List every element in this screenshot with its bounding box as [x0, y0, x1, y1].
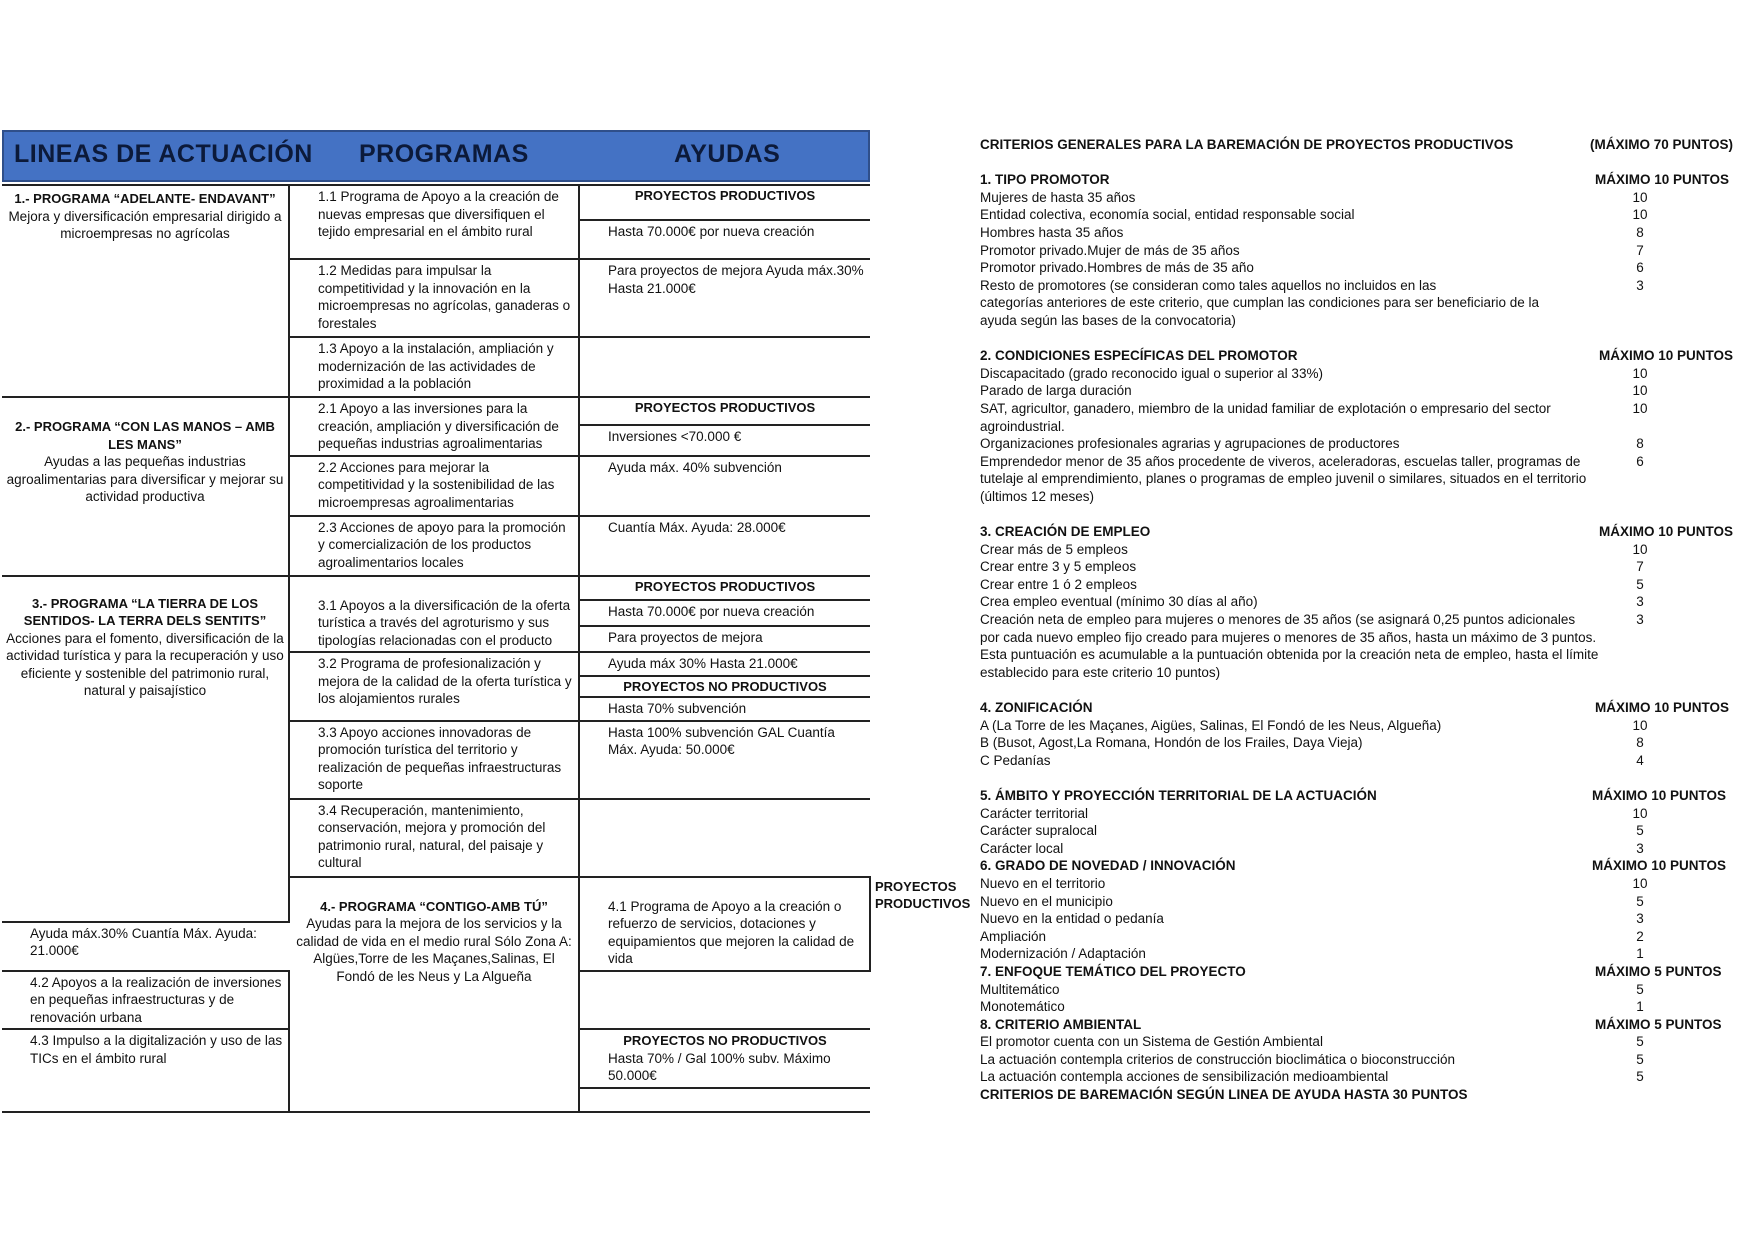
- ayuda-header: PROYECTOS PRODUCTIVOS: [579, 576, 870, 600]
- criterio-item-text: agroindustrial.: [980, 418, 1065, 434]
- criterio-item: [980, 312, 1730, 330]
- criterio-item-points: 3: [1636, 594, 1644, 610]
- ayuda-2-3: Cuantía Máx. Ayuda: 28.000€: [579, 516, 870, 576]
- ayuda-3-3: Hasta 100% subvención GAL Cuantía Máx. Ayuda: 50.000€: [579, 721, 870, 799]
- criterio-item: [980, 1068, 1730, 1086]
- criterio-item-text: Promotor privado.Hombres de más de 35 año: [980, 260, 1254, 276]
- criterio-item-text: Crea empleo eventual (mínimo 30 días al año): [980, 594, 1258, 610]
- programa-3-3: 3.3 Apoyo acciones innovadoras de promoción turística del territorio y realización de pequeñas infraestructuras soporte: [289, 721, 579, 799]
- criterio-section-header: [980, 347, 1734, 365]
- criterio-section-header: [980, 699, 1730, 717]
- criterio-item-text: Resto de promotores (se consideran como tales aquellos no incluidos en las: [980, 277, 1437, 293]
- criterio-item-points: 5: [1636, 1051, 1644, 1067]
- criterio-item-points: 3: [1636, 911, 1644, 927]
- criterio-item: [980, 382, 1730, 400]
- criterio-item-points: 5: [1636, 893, 1644, 909]
- criterio-item-points: 10: [1632, 207, 1648, 223]
- criterio-section-max: MÁXIMO 10 PUNTOS: [1595, 172, 1730, 188]
- criterio-item: [980, 470, 1730, 488]
- criterio-item: [980, 664, 1730, 682]
- criterio-item-text: Emprendedor menor de 35 años procedente de viveros, aceleradoras, escuelas taller, programas de: [980, 453, 1581, 469]
- linea-4: [289, 877, 579, 1112]
- criterio-section-header: [980, 963, 1730, 981]
- ayuda-empty: [579, 971, 870, 1030]
- linea-title: 2.- PROGRAMA “CON LAS MANOS – AMB LES MANS”: [15, 419, 275, 452]
- criterio-item: [980, 206, 1730, 224]
- programa-2-2: 2.2 Acciones para mejorar la competitividad y la sostenibilidad de las microempresas agroalimentarias: [289, 456, 579, 516]
- ayuda-empty: [579, 799, 870, 877]
- criterio-section-title: 7. ENFOQUE TEMÁTICO DEL PROYECTO: [980, 963, 1246, 979]
- criterio-item-points: 7: [1636, 242, 1644, 258]
- criterio-item-text: por cada nuevo empleo fijo creado para mujeres o menores de 35 años, hasta un máximo de 3 puntos.: [980, 629, 1597, 645]
- criterios-footer-row: [980, 1086, 1730, 1104]
- criterio-item-text: C Pedanías: [980, 752, 1051, 768]
- criterio-item: [980, 840, 1730, 858]
- criterio-item: [980, 576, 1730, 594]
- criterios-panel: [980, 136, 1734, 1104]
- programa-3-4: 3.4 Recuperación, mantenimiento, conservación, mejora y promoción del patrimonio rural, natural, del paisaje y cultural: [289, 799, 579, 877]
- criterio-item-text: Organizaciones profesionales agrarias y agrupaciones de productores: [980, 436, 1400, 452]
- criterio-item: [980, 717, 1730, 735]
- criterio-item-points: 10: [1632, 717, 1648, 733]
- criterio-item-text: Nuevo en el municipio: [980, 893, 1113, 909]
- criterio-item: [980, 822, 1730, 840]
- table-row: 4.- PROGRAMA “CONTIGO-AMB TÚ” Ayudas para la mejora de los servicios y la calidad de vida en el medio rural Sólo Zona A: Algües,Torre de les Maçanes,Salinas, El Fondó de les Neus y La Algueña 4.1 Programa de Apoyo a la creación o refuerzo de servicios, dotaciones y equipamientos que mejoren la calidad de vida PROYECTOS PRODUCTIVOS: [2, 877, 870, 922]
- table-header-band: [2, 130, 870, 182]
- criterio-section-max: MÁXIMO 5 PUNTOS: [1595, 1016, 1722, 1032]
- linea-desc: Ayudas a las pequeñas industrias agroalimentarias para diversificar y mejorar su actividad productiva: [6, 454, 284, 504]
- programa-2-3: 2.3 Acciones de apoyo para la promoción y comercialización de los productos agroalimentarios locales: [289, 516, 579, 576]
- criterio-section-header: [980, 787, 1730, 805]
- criterio-item-points: 2: [1636, 928, 1644, 944]
- criterio-item-text: Promotor privado.Mujer de más de 35 años: [980, 242, 1240, 258]
- criterio-section-header: [980, 857, 1730, 875]
- criterio-item-points: 5: [1636, 1069, 1644, 1085]
- criterio-item: [980, 277, 1730, 295]
- ayuda-empty: [579, 1088, 870, 1112]
- criterio-item-text: Creación neta de empleo para mujeres o menores de 35 años (se asignará 0,25 puntos adicionales: [980, 612, 1576, 628]
- table-row: [2, 397, 870, 425]
- criterio-item-text: Mujeres de hasta 35 años: [980, 189, 1136, 205]
- criterio-item-points: 6: [1636, 260, 1644, 276]
- criterio-item: [980, 752, 1730, 770]
- criterio-item-text: La actuación contempla acciones de sensibilización medioambiental: [980, 1069, 1389, 1085]
- criterio-item-points: 10: [1632, 400, 1648, 416]
- criterio-item: [980, 259, 1730, 277]
- criterio-item-text: Parado de larga duración: [980, 383, 1132, 399]
- criterio-item-text: Carácter territorial: [980, 805, 1089, 821]
- criterio-item-text: establecido para este criterio 10 puntos): [980, 664, 1221, 680]
- criterio-item: [980, 629, 1730, 647]
- criterio-section-title: 1. TIPO PROMOTOR: [980, 172, 1110, 188]
- criterio-item-points: 10: [1632, 365, 1648, 381]
- criterio-item-text: Nuevo en el territorio: [980, 875, 1106, 891]
- header-lineas: LINEAS DE ACTUACIÓN: [14, 140, 313, 168]
- criterio-section-title: 3. CREACIÓN DE EMPLEO: [980, 524, 1151, 540]
- ayuda-4-3: Hasta 70% / Gal 100% subv. Máximo 50.000€: [608, 1050, 831, 1083]
- criterio-item-text: La actuación contempla criterios de construcción bioclimática o bioconstrucción: [980, 1051, 1455, 1067]
- criterios-title: CRITERIOS GENERALES PARA LA BAREMACIÓN DE PROYECTOS PRODUCTIVOS: [980, 137, 1514, 152]
- linea-3: [2, 576, 289, 922]
- criterio-item-text: ayuda según las bases de la convocatoria): [980, 312, 1236, 328]
- criterio-item-points: 3: [1636, 840, 1644, 856]
- criterio-item: [980, 734, 1730, 752]
- criterio-item: [980, 981, 1730, 999]
- ayuda-3-1b: Para proyectos de mejora: [579, 626, 870, 652]
- criterio-section-max: MÁXIMO 10 PUNTOS: [1599, 348, 1734, 364]
- criterio-item: [980, 453, 1730, 471]
- ayuda-3-1a: Hasta 70.000€ por nueva creación: [579, 600, 870, 626]
- criterio-item-points: 10: [1632, 383, 1648, 399]
- programa-1-1: 1.1 Programa de Apoyo a la creación de nuevas empresas que diversifiquen el tejido empresarial en el ámbito rural: [289, 185, 579, 259]
- linea-title: 3.- PROGRAMA “LA TIERRA DE LOS SENTIDOS- LA TERRA DELS SENTITS”: [23, 595, 267, 628]
- criterio-item-points: 5: [1636, 823, 1644, 839]
- criterios-sections: [980, 171, 1734, 1086]
- programa-3-2: 3.2 Programa de profesionalización y mejora de la calidad de la oferta turística y los alojamientos rurales: [289, 652, 579, 721]
- programa-4-2: 4.2 Apoyos a la realización de inversiones en pequeñas infraestructuras y de renovación urbana: [2, 971, 289, 1030]
- criterio-item-text: categorías anteriores de este criterio, que cumplan las condiciones para ser beneficiario de la: [980, 295, 1540, 311]
- criterio-section-max: MÁXIMO 10 PUNTOS: [1595, 700, 1730, 715]
- criterio-item: [980, 875, 1730, 893]
- criterio-item-text: B (Busot, Agost,La Romana, Hondón de los Frailes, Daya Vieja): [980, 735, 1363, 751]
- criterio-item-points: 10: [1632, 805, 1648, 821]
- criterio-section-header: [980, 523, 1734, 541]
- criterio-item: [980, 805, 1730, 823]
- criterio-item: [980, 998, 1730, 1016]
- criterio-item-text: Nuevo en la entidad o pedanía: [980, 911, 1164, 927]
- criterio-item: [980, 945, 1730, 963]
- criterio-item-text: Discapacitado (grado reconocido igual o superior al 33%): [980, 365, 1323, 381]
- criterio-item: [980, 488, 1730, 506]
- table-row: [2, 576, 870, 600]
- criterio-section-header: [980, 1016, 1730, 1034]
- linea-1: [2, 185, 289, 397]
- criterio-item: [980, 541, 1730, 559]
- criterio-item-text: Crear entre 3 y 5 empleos: [980, 559, 1137, 575]
- criterio-item: [980, 611, 1730, 629]
- ayuda-2-1: Inversiones <70.000 €: [579, 425, 870, 456]
- criterio-section-max: MÁXIMO 10 PUNTOS: [1592, 858, 1727, 874]
- programa-3-1: 3.1 Apoyos a la diversificación de la oferta turística a través del agroturismo y sus tipologías relacionadas con el producto: [289, 576, 579, 653]
- criterio-item: [980, 294, 1730, 312]
- ayuda-1-1: Hasta 70.000€ por nueva creación: [579, 220, 870, 259]
- table-row: [2, 185, 870, 220]
- criterio-item: [980, 1033, 1730, 1051]
- criterio-item: [980, 893, 1730, 911]
- criterio-item-text: A (La Torre de les Maçanes, Aigües, Salinas, El Fondó de les Neus, Algueña): [980, 717, 1442, 733]
- programa-4-3: 4.3 Impulso a la digitalización y uso de las TICs en el ámbito rural: [2, 1029, 289, 1112]
- programs-table: [2, 184, 971, 1113]
- criterio-section-max: MÁXIMO 5 PUNTOS: [1595, 963, 1722, 979]
- criterio-item-text: (últimos 12 meses): [980, 488, 1095, 504]
- criterio-item-points: 3: [1636, 612, 1644, 628]
- criterio-item-points: 8: [1636, 436, 1644, 452]
- header-ayudas: AYUDAS: [674, 140, 781, 168]
- ayuda-empty: [579, 337, 870, 397]
- criterio-item-text: Entidad colectiva, economía social, entidad responsable social: [980, 207, 1355, 223]
- programa-2-1: 2.1 Apoyo a las inversiones para la creación, ampliación y diversificación de pequeñas industrias agroalimentarias: [289, 397, 579, 456]
- ayuda-1-2: Para proyectos de mejora Ayuda máx.30% Hasta 21.000€: [579, 259, 870, 337]
- criterio-section-title: 8. CRITERIO AMBIENTAL: [980, 1016, 1142, 1032]
- criterio-item: [980, 910, 1730, 928]
- criterio-section-title: 2. CONDICIONES ESPECÍFICAS DEL PROMOTOR: [980, 348, 1298, 364]
- criterio-item-text: Modernización / Adaptación: [980, 946, 1146, 962]
- criterios-title-row: [980, 136, 1734, 154]
- linea-title: 1.- PROGRAMA “ADELANTE- ENDAVANT”: [14, 191, 276, 206]
- linea-desc: Ayudas para la mejora de los servicios y la calidad de vida en el medio rural Sólo Zona A: Algües,Torre de les Maçanes,Salinas, El Fondó de les Neus y La Algueña: [296, 916, 572, 984]
- programa-4-1: 4.1 Programa de Apoyo a la creación o refuerzo de servicios, dotaciones y equipamientos que mejoren la calidad de vida: [579, 877, 870, 971]
- criterio-item-points: 8: [1636, 735, 1644, 751]
- linea-2: [2, 397, 289, 576]
- criterio-item-text: Monotemático: [980, 999, 1065, 1015]
- criterio-item: [980, 189, 1730, 207]
- criterio-item-points: 1: [1636, 999, 1644, 1015]
- linea-title: 4.- PROGRAMA “CONTIGO-AMB TÚ”: [320, 898, 548, 914]
- criterios-footer: CRITERIOS DE BAREMACIÓN SEGÚN LINEA DE AYUDA HASTA 30 PUNTOS: [980, 1087, 1468, 1103]
- criterio-item: [980, 365, 1730, 383]
- ayuda-header: PROYECTOS PRODUCTIVOS: [579, 185, 870, 220]
- criterio-item: [980, 1051, 1730, 1069]
- criterio-item: [980, 928, 1730, 946]
- criterio-item: [980, 558, 1730, 576]
- criterio-item-points: 8: [1636, 224, 1644, 240]
- criterio-item-text: Carácter local: [980, 840, 1064, 856]
- criterio-item-points: 6: [1636, 453, 1644, 469]
- criterio-item-points: 5: [1636, 981, 1644, 997]
- ayuda-4-1: Ayuda máx.30% Cuantía Máx. Ayuda: 21.000€: [2, 922, 289, 971]
- criterio-item-points: 5: [1636, 576, 1644, 592]
- ayuda-header: PROYECTOS NO PRODUCTIVOS: [579, 676, 870, 698]
- ayuda-2-2: Ayuda máx. 40% subvención: [579, 456, 870, 516]
- criterio-section-max: MÁXIMO 10 PUNTOS: [1599, 524, 1734, 540]
- criterio-item: [980, 242, 1730, 260]
- criterio-item-text: Carácter supralocal: [980, 823, 1098, 839]
- criterio-item-text: tutelaje al emprendimiento, planes o programas de empleo juvenil o similares, situados en el territorio: [980, 471, 1587, 487]
- header-programas: PROGRAMAS: [359, 140, 529, 168]
- linea-desc: Acciones para el fomento, diversificación de la actividad turística y para la recuperación y uso eficiente y sostenible del patrimonio rural, natural y paisajístico: [6, 630, 284, 698]
- criterio-item-points: 5: [1636, 1034, 1644, 1050]
- lineas-panel: [2, 130, 870, 182]
- criterio-item-text: Multitemático: [980, 981, 1060, 997]
- criterio-item-text: Esta puntuación es acumulable a la puntuación obtenida por la creación neta de empleo, hasta el límite: [980, 647, 1599, 663]
- criterio-item-text: Crear entre 1 ó 2 empleos: [980, 576, 1137, 592]
- criterio-item-text: Hombres hasta 35 años: [980, 224, 1124, 240]
- criterio-section-title: 4. ZONIFICACIÓN: [980, 700, 1093, 715]
- criterio-item: [980, 593, 1730, 611]
- programa-1-3: 1.3 Apoyo a la instalación, ampliación y modernización de las actividades de proximidad a la población: [289, 337, 579, 397]
- linea-desc: Mejora y diversificación empresarial dirigido a microempresas no agrícolas: [8, 208, 282, 241]
- criterio-item-points: 3: [1636, 277, 1644, 293]
- criterio-section-header: [980, 171, 1730, 189]
- ayuda-header: PROYECTOS PRODUCTIVOS: [579, 397, 870, 425]
- criterio-item: [980, 646, 1730, 664]
- criterio-item-points: 4: [1636, 752, 1644, 768]
- criterio-item: [980, 400, 1730, 418]
- criterio-item-points: 10: [1632, 541, 1648, 557]
- criterio-item-points: 7: [1636, 559, 1644, 575]
- criterio-item-text: Crear más de 5 empleos: [980, 541, 1128, 557]
- criterio-section-title: 5. ÁMBITO Y PROYECCIÓN TERRITORIAL DE LA ACTUACIÓN: [980, 787, 1377, 803]
- criterio-item-text: SAT, agricultor, ganadero, miembro de la unidad familiar de explotación o empresario del sector: [980, 400, 1551, 416]
- criterio-item-points: 1: [1636, 946, 1644, 962]
- criterio-section-title: 6. GRADO DE NOVEDAD / INNOVACIÓN: [980, 858, 1236, 874]
- criterio-item: [980, 435, 1730, 453]
- criterio-item: [980, 224, 1730, 242]
- programa-1-2: 1.2 Medidas para impulsar la competitividad y la innovación en la microempresas no agrícolas, ganaderas o forestales: [289, 259, 579, 337]
- ayuda-header: PROYECTOS NO PRODUCTIVOS: [623, 1033, 827, 1048]
- criterio-item-points: 10: [1632, 189, 1648, 205]
- ayuda-3-2a: Ayuda máx 30% Hasta 21.000€: [579, 652, 870, 676]
- criterio-section-max: MÁXIMO 10 PUNTOS: [1592, 787, 1727, 803]
- criterio-item: [980, 418, 1730, 436]
- criterio-item-text: Ampliación: [980, 928, 1047, 944]
- criterio-item-points: 10: [1632, 875, 1648, 891]
- criterio-item-text: El promotor cuenta con un Sistema de Gestión Ambiental: [980, 1034, 1323, 1050]
- ayuda-3-2b: Hasta 70% subvención: [579, 697, 870, 721]
- criterios-max: (MÁXIMO 70 PUNTOS): [1590, 137, 1734, 152]
- ayuda-4-3-cell: [579, 1029, 870, 1088]
